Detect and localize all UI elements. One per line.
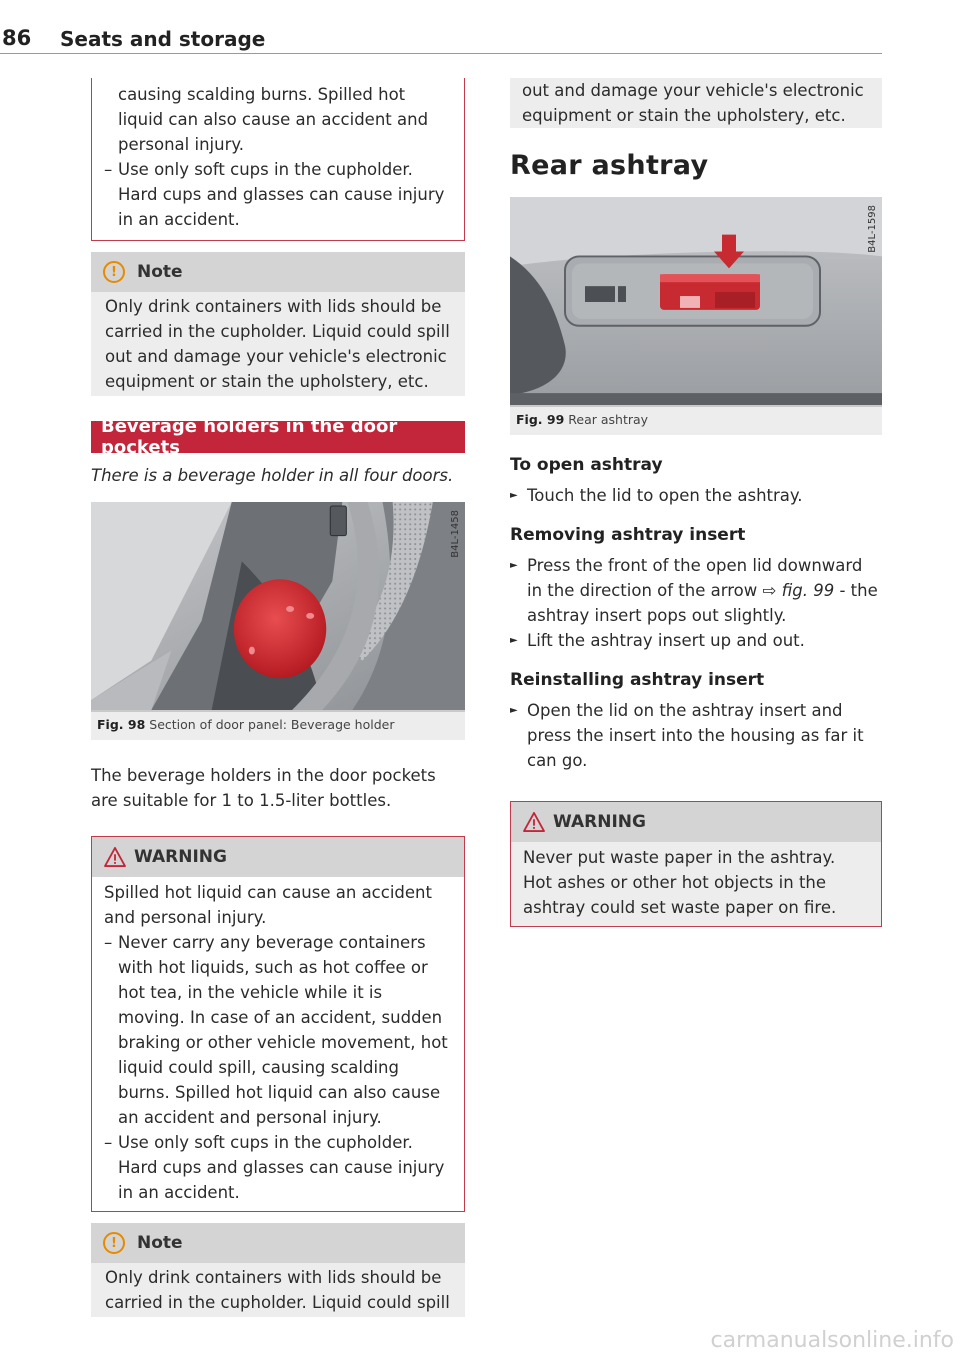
- open-ashtray-step: ► Touch the lid to open the ashtray.: [510, 483, 882, 508]
- warning-continued-text: causing scalding burns. Spilled hot liquid can also cause an accident and personal injury.: [118, 85, 429, 154]
- figure-code: B4L-1598: [867, 205, 878, 253]
- note-block: [91, 252, 465, 396]
- warning-triangle-icon: [523, 812, 545, 832]
- beverage-intro: There is a beverage holder in all four doors.: [91, 466, 454, 485]
- figure-label: Fig. 98: [97, 717, 146, 732]
- note-header: [91, 1223, 465, 1263]
- page-header: [0, 24, 882, 54]
- remove-step-text-end: - the ashtray insert pops out slightly.: [527, 581, 878, 625]
- figure-code: B4L-1458: [450, 510, 461, 558]
- note-title: Note: [137, 262, 183, 282]
- right-column: [510, 78, 882, 927]
- note-continued: [510, 78, 882, 128]
- note-icon: !: [103, 1232, 125, 1254]
- remove-insert-step: [510, 553, 882, 628]
- warning-block: [91, 836, 465, 1212]
- warning-continued-item: – Use only soft cups in the cupholder. Hard cups and glasses can cause injury in an accident.: [104, 157, 452, 232]
- warning-text: Never put waste paper in the ashtray. Hot ashes or other hot objects in the ashtray could set waste paper on fire.: [523, 848, 837, 917]
- figure-caption: [510, 407, 882, 435]
- warning-item: – Use only soft cups in the cupholder. Hard cups and glasses can cause injury in an accident.: [104, 1130, 452, 1205]
- figure-caption: [91, 712, 465, 740]
- warning-triangle-icon: [104, 847, 126, 867]
- figure-reference-link[interactable]: ⇨ fig. 99: [762, 581, 835, 600]
- watermark: carmanualsonline.info: [710, 1328, 954, 1353]
- warning-body: [92, 877, 464, 1211]
- warning-body: [511, 842, 881, 926]
- note-text: Only drink containers with lids should be carried in the cupholder. Liquid could spill out and damage your vehicle's electronic equipment or stain the upholstery, etc.: [105, 297, 450, 391]
- beverage-section-title: Beverage holders in the door pockets: [91, 421, 465, 453]
- warning-block: [510, 801, 882, 927]
- beverage-paragraph: The beverage holders in the door pockets are suitable for 1 to 1.5-liter bottles.: [91, 766, 436, 810]
- warning-continued: [91, 78, 465, 241]
- door-panel-image: [91, 502, 465, 712]
- ashtray-illustration: [510, 197, 882, 405]
- figure-98: [91, 502, 465, 740]
- remove-step-text: Press the front of the open lid downward in the direction of the arrow: [527, 556, 863, 600]
- warning-intro: Spilled hot liquid can cause an accident and personal injury.: [104, 883, 432, 927]
- note-icon: !: [103, 261, 125, 283]
- note-text: Only drink containers with lids should be carried in the cupholder. Liquid could spill: [105, 1268, 450, 1312]
- section-title: Seats and storage: [60, 27, 266, 51]
- warning-header: [511, 802, 881, 842]
- left-column: [91, 78, 465, 1317]
- figure-caption-text: Section of door panel: Beverage holder: [149, 717, 395, 732]
- remove-insert-heading: Removing ashtray insert: [510, 525, 746, 545]
- figure-99: [510, 197, 882, 435]
- warning-header: [92, 837, 464, 877]
- remove-insert-step: ► Lift the ashtray insert up and out.: [510, 628, 882, 653]
- warning-item: – Never carry any beverage containers with hot liquids, such as hot coffee or hot tea, in the vehicle while it is moving. In case of an accident, sudden braking or other vehicle movement, hot liquid could spill, causing scalding burns. Spilled hot liquid can also cause an accident and personal injury.: [104, 930, 452, 1130]
- door-panel-illustration: [91, 502, 465, 710]
- figure-label: Fig. 99: [516, 412, 565, 427]
- note-title: Note: [137, 1233, 183, 1253]
- open-ashtray-heading: To open ashtray: [510, 455, 663, 475]
- ashtray-image: [510, 197, 882, 407]
- warning-title: WARNING: [134, 847, 227, 867]
- page-number: 86: [2, 26, 32, 50]
- note-block: [91, 1223, 465, 1317]
- reinstall-insert-step: ► Open the lid on the ashtray insert and press the insert into the housing as far it can go.: [510, 698, 882, 773]
- note-continued-text: out and damage your vehicle's electronic equipment or stain the upholstery, etc.: [522, 81, 864, 125]
- note-header: [91, 252, 465, 292]
- warning-title: WARNING: [553, 812, 646, 832]
- rear-ashtray-heading: Rear ashtray: [510, 150, 709, 181]
- reinstall-insert-heading: Reinstalling ashtray insert: [510, 670, 765, 690]
- figure-caption-text: Rear ashtray: [568, 412, 649, 427]
